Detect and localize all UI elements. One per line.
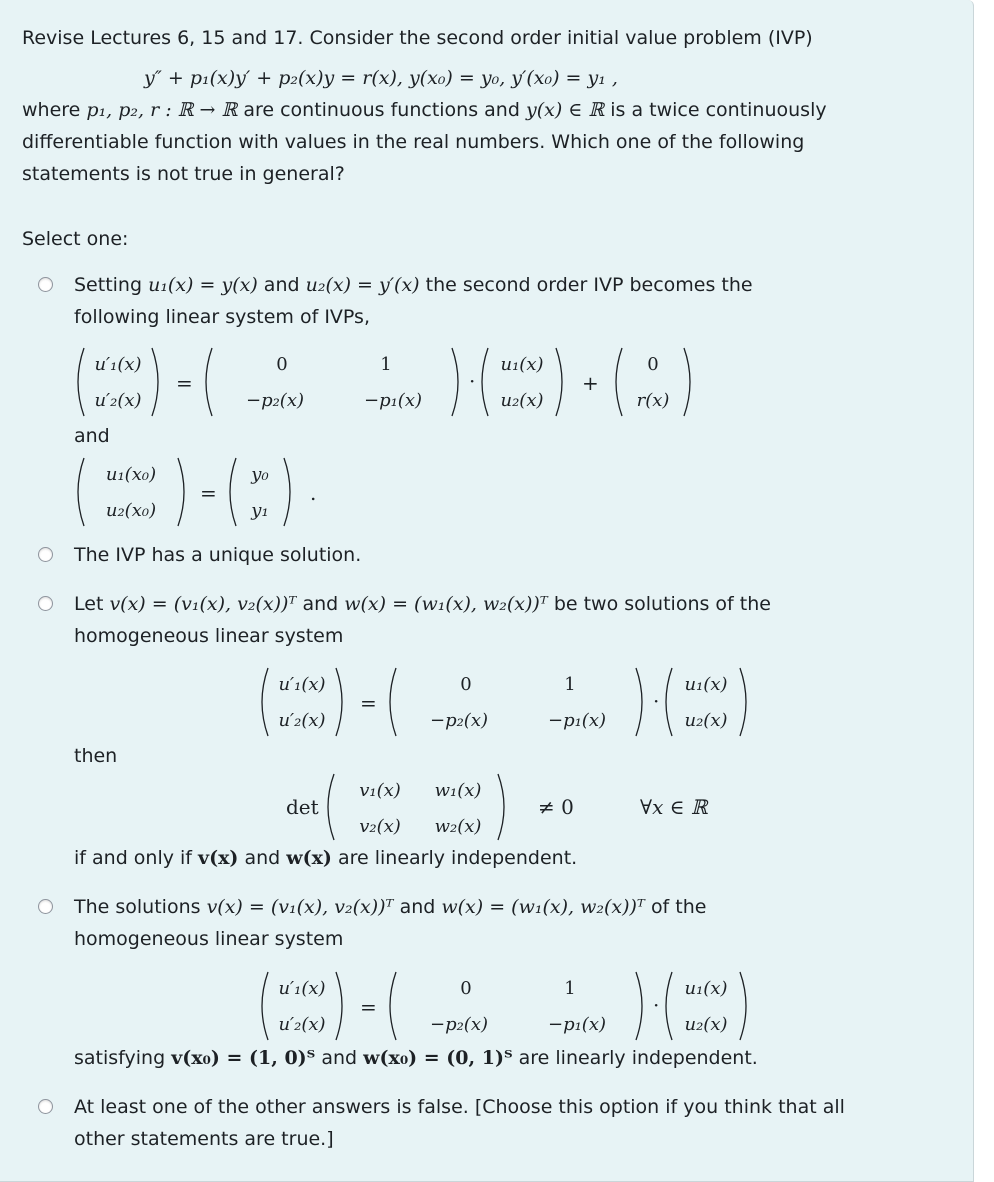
svg-text:1: 1 — [564, 978, 576, 999]
option-5-line-1[interactable]: At least one of the other answers is false. [Choose this option if you think that all — [74, 1096, 845, 1118]
option-4-homogeneous-system — [254, 968, 774, 1044]
svg-text:−p₁(x): −p₁(x) — [547, 1014, 607, 1035]
svg-text:=: = — [360, 995, 377, 1019]
svg-text:u′₂(x): u′₂(x) — [278, 1014, 326, 1035]
option-4-line-2[interactable]: homogeneous linear system — [74, 928, 344, 950]
matrix-a12: 1 — [380, 354, 392, 375]
svg-text:0: 0 — [460, 978, 472, 999]
matrix-a21: −p₂(x) — [245, 390, 305, 411]
select-prompt: Select one: — [22, 228, 129, 250]
option-3-then: then — [74, 745, 118, 767]
forall-label: ∀x ∈ ℝ — [640, 795, 708, 819]
question-intro: Revise Lectures 6, 15 and 17. Consider the second order initial value problem (IVP) — [22, 27, 813, 49]
vec-bottom: u₂(x) — [500, 390, 544, 411]
init-rhs-bottom: y₁ — [251, 500, 269, 521]
option-1-radio[interactable] — [38, 277, 53, 292]
option-1-and: and — [74, 425, 110, 447]
option-3-determinant — [284, 770, 744, 844]
option-1-line-2[interactable]: following linear system of IVPs, — [74, 306, 370, 328]
det-a22: w₂(x) — [434, 816, 482, 837]
rhs-top: 0 — [647, 354, 659, 375]
det-a12: w₁(x) — [434, 780, 482, 801]
svg-text:=: = — [360, 691, 377, 715]
option-5-line-2[interactable]: other statements are true.] — [74, 1128, 334, 1150]
ivp-equation: y″ + p₁(x)y′ + p₂(x)y = r(x), y(x₀) = y₀, y′(x₀) = y₁ , — [144, 67, 618, 89]
det-label: det — [286, 795, 319, 819]
svg-text:u′₁(x): u′₁(x) — [278, 674, 326, 695]
svg-text:u₁(x): u₁(x) — [684, 674, 728, 695]
svg-text:u₁(x): u₁(x) — [684, 978, 728, 999]
svg-text:u₂(x): u₂(x) — [684, 710, 728, 731]
svg-text:u′₁(x): u′₁(x) — [278, 978, 326, 999]
svg-text:−p₂(x): −p₂(x) — [429, 1014, 489, 1035]
question-line-3: statements is not true in general? — [22, 163, 345, 185]
option-3-final-line[interactable]: if and only if v(x) and w(x) are linearly independent. — [74, 847, 578, 869]
option-1-line-1[interactable]: Setting u₁(x) = y(x) and u₂(x) = y′(x) the second order IVP becomes the — [74, 274, 753, 296]
svg-text:+: + — [582, 371, 599, 395]
option-3-radio[interactable] — [38, 596, 53, 611]
init-rhs-top: y₀ — [251, 464, 269, 485]
option-2-radio[interactable] — [38, 547, 53, 562]
svg-text:·: · — [469, 369, 476, 393]
rhs-bottom: r(x) — [636, 390, 670, 411]
svg-text:.: . — [310, 481, 317, 505]
matrix-a22: −p₁(x) — [363, 390, 423, 411]
option-2-line-1[interactable]: The IVP has a unique solution. — [74, 544, 362, 566]
lhs-top: u′₁(x) — [94, 354, 142, 375]
lhs-bottom: u′₂(x) — [94, 390, 142, 411]
init-top: u₁(x₀) — [105, 464, 157, 485]
svg-text:−p₁(x): −p₁(x) — [547, 710, 607, 731]
vec-top: u₁(x) — [500, 354, 544, 375]
svg-text:·: · — [653, 689, 660, 713]
svg-text:=: = — [200, 481, 217, 505]
svg-text:u′₂(x): u′₂(x) — [278, 710, 326, 731]
option-1-initial-conditions — [70, 454, 370, 530]
det-a11: v₁(x) — [359, 780, 401, 801]
option-3-homogeneous-system — [254, 664, 774, 740]
svg-text:u₂(x): u₂(x) — [684, 1014, 728, 1035]
det-a21: v₂(x) — [359, 816, 401, 837]
svg-text:=: = — [176, 371, 193, 395]
question-line-2: differentiable function with values in the real numbers. Which one of the following — [22, 131, 805, 153]
option-5-radio[interactable] — [38, 1099, 53, 1114]
det-neq: ≠ 0 — [538, 795, 574, 819]
matrix-a11: 0 — [276, 354, 288, 375]
option-4-final-line[interactable]: satisfying v(x₀) = (1, 0)ᵀ and w(x₀) = (0, 1)ᵀ are linearly independent. — [74, 1047, 758, 1069]
svg-text:0: 0 — [460, 674, 472, 695]
option-3-line-1[interactable]: Let v(x) = (v₁(x), v₂(x))ᵀ and w(x) = (w₁(x), w₂(x))ᵀ be two solutions of the — [74, 593, 771, 615]
option-4-radio[interactable] — [38, 899, 53, 914]
svg-text:−p₂(x): −p₂(x) — [429, 710, 489, 731]
init-bottom: u₂(x₀) — [105, 500, 157, 521]
option-4-line-1[interactable]: The solutions v(x) = (v₁(x), v₂(x))ᵀ and w(x) = (w₁(x), w₂(x))ᵀ of the — [74, 896, 707, 918]
option-1-system-equation — [70, 344, 720, 420]
svg-text:1: 1 — [564, 674, 576, 695]
question-where-line: where p₁, p₂, r : ℝ → ℝ are continuous functions and y(x) ∈ ℝ is a twice continuously — [22, 99, 827, 121]
svg-text:·: · — [653, 993, 660, 1017]
option-3-line-2[interactable]: homogeneous linear system — [74, 625, 344, 647]
